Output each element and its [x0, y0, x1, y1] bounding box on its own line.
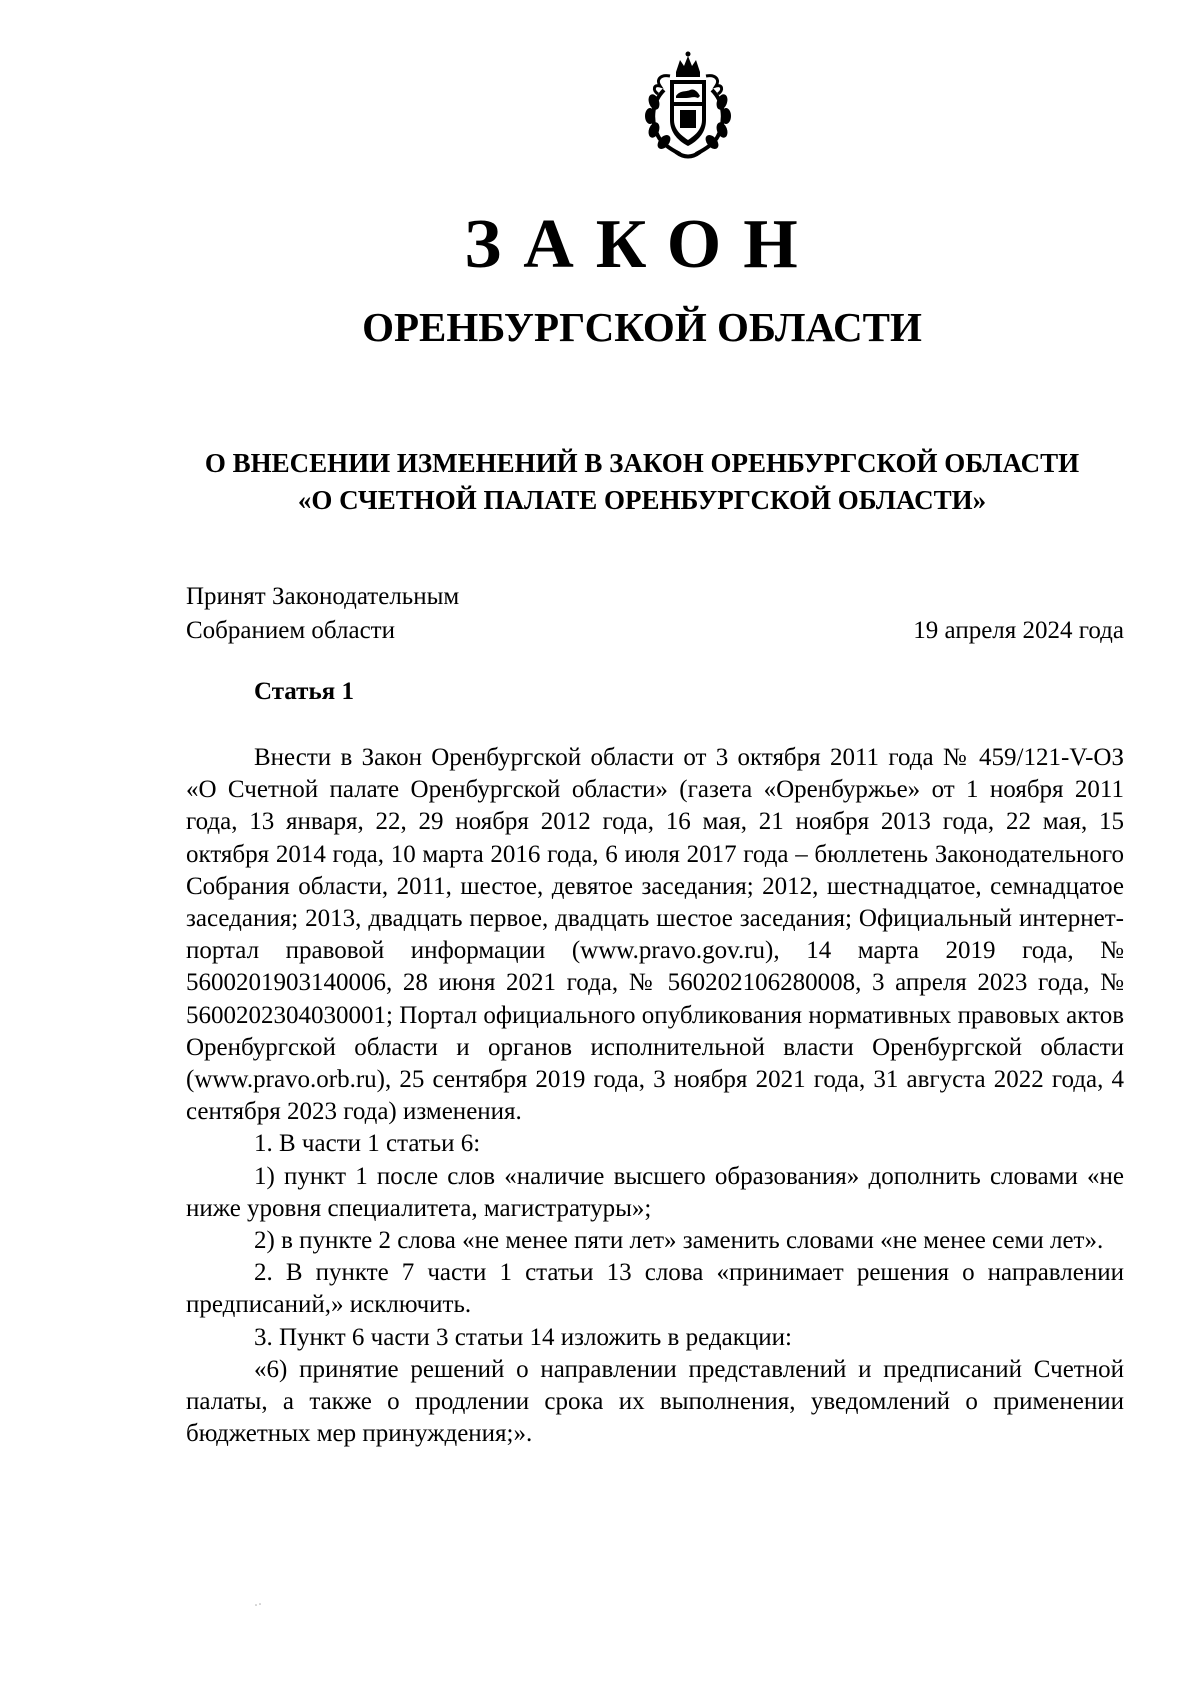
article-paragraph: 1. В части 1 статьи 6: — [254, 1130, 481, 1158]
adoption-date: 19 апреля 2024 года — [913, 617, 1124, 644]
region-title: ОРЕНБУРГСКОЙ ОБЛАСТИ — [362, 304, 922, 350]
law-subject-line-2: «О СЧЕТНОЙ ПАЛАТЕ ОРЕНБУРГСКОЙ ОБЛАСТИ» — [297, 485, 987, 515]
adoption-note — [186, 580, 459, 648]
law-subject-line-1: О ВНЕСЕНИИ ИЗМЕНЕНИЙ В ЗАКОН ОРЕНБУРГСКОЙ ОБЛАСТИ — [204, 448, 1080, 478]
scan-artifact — [254, 1602, 264, 1608]
law-title: ЗАКОН — [464, 206, 820, 283]
law-subject — [0, 445, 1200, 519]
article-body — [186, 742, 1124, 1450]
article-paragraph: 2) в пункте 2 слова «не менее пяти лет» заменить словами «не менее семи лет». — [254, 1227, 1104, 1255]
article-paragraph: Внести в Закон Оренбургской области от 3 октября 2011 года № 459/121-V-ОЗ «О Счетной палате Оренбургской области» (газета «Оренбуржье» от 1 ноября 2011 года, 13 января, 22, 29 ноября 2012 года, 16 мая, 21 ноября 2013 года, 22 мая, 15 октября 2014 года, 10 марта 2016 года, 6 июля 2017 года – бюллетень Законодательного Собрания области, 2011, шестое, девятое заседания; 2012, шестнадцатое, семнадцатое заседания; 2013, двадцать первое, двадцать шестое заседания; Официальный интернет-портал правовой информации (www.pravo.gov.ru), 14 марта 2019 года, № 5600201903140006, 28 июня 2021 года, № 560202106280008, 3 апреля 2023 года, № 5600202304030001; Портал официального опубликования нормативных правовых актов Оренбургской области и органов исполнительной власти Оренбургской области (www.pravo.orb.ru), 25 сентября 2019 года, 3 ноября 2021 года, 31 августа 2022 года, 4 сентября 2023 года) изменения. — [186, 744, 1124, 1126]
orenburg-coat-of-arms-icon — [640, 50, 736, 160]
article-paragraph: 2. В пункте 7 части 1 статьи 13 слова «принимает решения о направлении предписаний,» исключить. — [186, 1259, 1124, 1319]
adoption-note-line-2: Собранием области — [186, 617, 395, 644]
article-heading: Статья 1 — [254, 678, 354, 705]
article-paragraph: 3. Пункт 6 части 3 статьи 14 изложить в редакции: — [254, 1323, 792, 1351]
article-paragraph: «6) принятие решений о направлении представлений и предписаний Счетной палаты, а также о продлении срока их выполнения, уведомлений о применении бюджетных мер принуждения;». — [186, 1355, 1124, 1448]
adoption-note-line-1: Принят Законодательным — [186, 583, 460, 610]
article-paragraph: 1) пункт 1 после слов «наличие высшего образования» дополнить словами «не ниже уровня специалитета, магистратуры»; — [186, 1162, 1124, 1222]
